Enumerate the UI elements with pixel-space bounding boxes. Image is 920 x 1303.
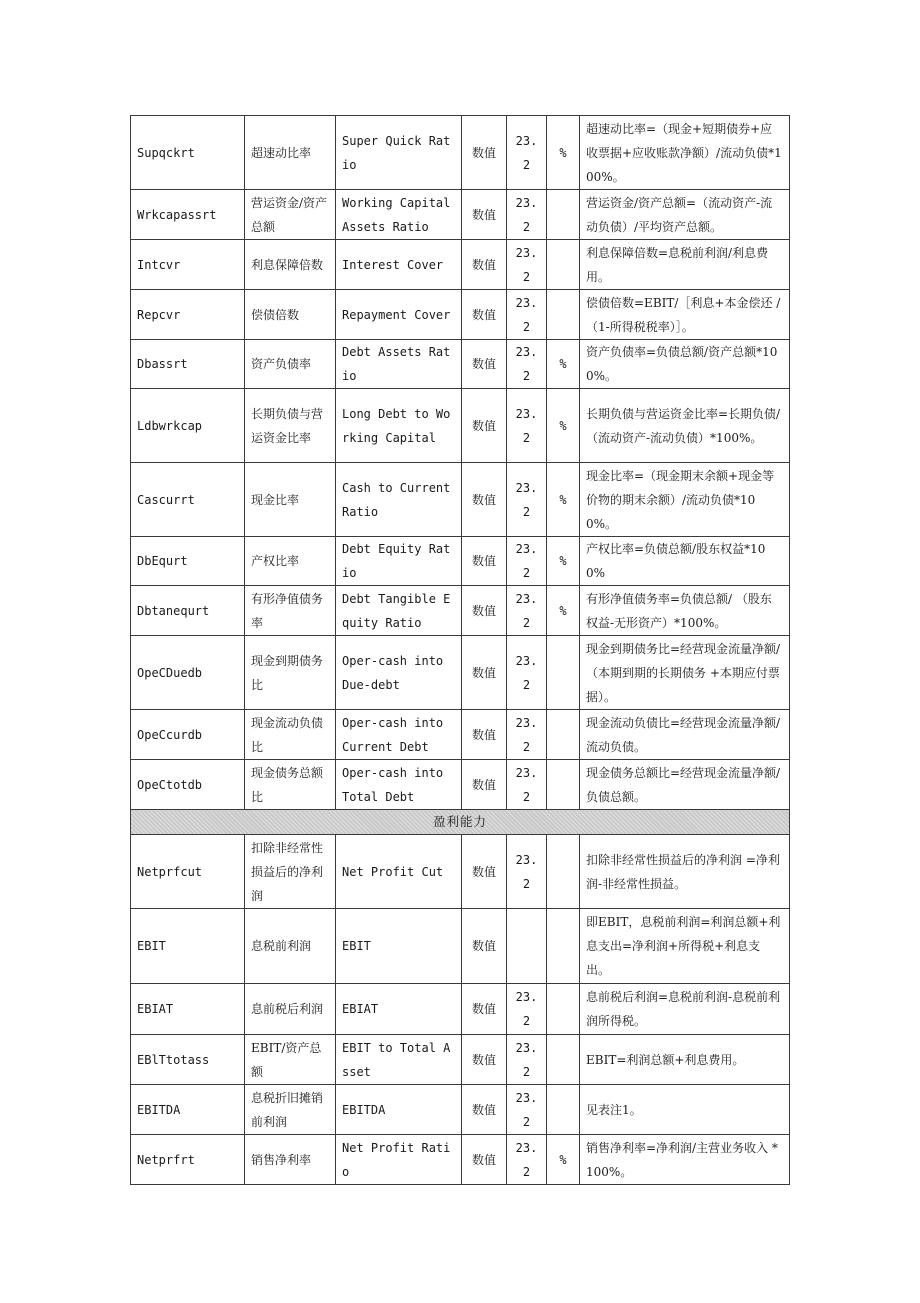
field-length: 23.2 (507, 586, 547, 636)
field-unit: % (547, 340, 580, 389)
field-en-name: Cash to Current Ratio (336, 463, 462, 537)
field-length: 23.2 (507, 710, 547, 760)
field-formula: 销售净利率=净利润/主营业务收入 *100%。 (580, 1135, 790, 1185)
ratio-table (130, 115, 790, 1185)
table-row (131, 290, 790, 340)
field-unit (547, 1035, 580, 1085)
field-unit (547, 760, 580, 810)
field-type: 数值 (462, 389, 507, 463)
field-formula: 现金债务总额比=经营现金流量净额/负债总额。 (580, 760, 790, 810)
field-type: 数值 (462, 909, 507, 984)
field-length: 23.2 (507, 1035, 547, 1085)
field-formula: 息前税后利润=息税前利润-息税前利润所得税。 (580, 984, 790, 1035)
field-length: 23.2 (507, 240, 547, 290)
field-code: Wrkcapassrt (131, 190, 245, 240)
field-code: Cascurrt (131, 463, 245, 537)
field-type: 数值 (462, 340, 507, 389)
field-formula: 即EBIT，息税前利润=利润总额+利息支出=净利润+所得税+利息支出。 (580, 909, 790, 984)
field-code: Ldbwrkcap (131, 389, 245, 463)
field-formula: 超速动比率=（现金+短期债券+应收票据+应收账款净额）/流动负债*100%。 (580, 116, 790, 190)
table-row (131, 760, 790, 810)
field-en-name: Long Debt to Working Capital (336, 389, 462, 463)
field-cn-name: 营运资金/资产总额 (245, 190, 336, 240)
field-length: 23.2 (507, 340, 547, 389)
field-cn-name: 超速动比率 (245, 116, 336, 190)
table-row (131, 463, 790, 537)
field-cn-name: 产权比率 (245, 537, 336, 586)
field-cn-name: EBIT/资产总额 (245, 1035, 336, 1085)
field-code: EBITDA (131, 1085, 245, 1135)
field-cn-name: 息前税后利润 (245, 984, 336, 1035)
section-title: 盈利能力 (131, 810, 790, 835)
field-en-name: EBIAT (336, 984, 462, 1035)
field-type: 数值 (462, 710, 507, 760)
field-en-name: Debt Assets Ratio (336, 340, 462, 389)
field-code: DbEqurt (131, 537, 245, 586)
field-unit: % (547, 586, 580, 636)
table-row (131, 190, 790, 240)
field-code: Repcvr (131, 290, 245, 340)
field-formula: 有形净值债务率=负债总额/ （股东权益-无形资产）*100%。 (580, 586, 790, 636)
field-code: OpeCtotdb (131, 760, 245, 810)
field-unit (547, 710, 580, 760)
field-unit: % (547, 116, 580, 190)
field-cn-name: 现金流动负债比 (245, 710, 336, 760)
field-code: Netprfrt (131, 1135, 245, 1185)
field-en-name: Net Profit Ratio (336, 1135, 462, 1185)
field-en-name: Net Profit Cut (336, 835, 462, 909)
field-type: 数值 (462, 1035, 507, 1085)
field-cn-name: 长期负债与营运资金比率 (245, 389, 336, 463)
field-code: OpeCDuedb (131, 636, 245, 710)
field-type: 数值 (462, 636, 507, 710)
field-unit (547, 909, 580, 984)
table-row (131, 586, 790, 636)
field-type: 数值 (462, 190, 507, 240)
field-unit (547, 1085, 580, 1135)
field-unit (547, 835, 580, 909)
field-length: 23.2 (507, 760, 547, 810)
field-unit (547, 290, 580, 340)
table-row (131, 1035, 790, 1085)
field-formula: 营运资金/资产总额=（流动资产-流动负债）/平均资产总额。 (580, 190, 790, 240)
field-en-name: Working Capital Assets Ratio (336, 190, 462, 240)
field-length: 23.2 (507, 389, 547, 463)
field-formula: 扣除非经常性损益后的净利润 =净利润-非经常性损益。 (580, 835, 790, 909)
table-row (131, 984, 790, 1035)
field-type: 数值 (462, 984, 507, 1035)
field-length: 23.2 (507, 116, 547, 190)
field-formula: 现金到期债务比=经营现金流量净额/ （本期到期的长期债务 +本期应付票据）。 (580, 636, 790, 710)
field-code: EBlTtotass (131, 1035, 245, 1085)
field-cn-name: 资产负债率 (245, 340, 336, 389)
table-row (131, 1135, 790, 1185)
field-length: 23.2 (507, 636, 547, 710)
field-unit: % (547, 1135, 580, 1185)
field-code: Netprfcut (131, 835, 245, 909)
field-formula: 长期负债与营运资金比率=长期负债/ （流动资产-流动负债）*100%。 (580, 389, 790, 463)
field-cn-name: 现金债务总额比 (245, 760, 336, 810)
field-length: 23.2 (507, 835, 547, 909)
field-type: 数值 (462, 290, 507, 340)
field-unit (547, 984, 580, 1035)
field-cn-name: 销售净利率 (245, 1135, 336, 1185)
field-cn-name: 利息保障倍数 (245, 240, 336, 290)
field-code: Dbtanequrt (131, 586, 245, 636)
field-en-name: EBITDA (336, 1085, 462, 1135)
field-length: 23.2 (507, 537, 547, 586)
field-length: 23.2 (507, 1135, 547, 1185)
table-row (131, 240, 790, 290)
field-en-name: Oper-cash into Current Debt (336, 710, 462, 760)
field-cn-name: 有形净值债务率 (245, 586, 336, 636)
field-cn-name: 息税折旧摊销前利润 (245, 1085, 336, 1135)
field-length: 23.2 (507, 290, 547, 340)
field-en-name: Oper-cash into Total Debt (336, 760, 462, 810)
field-type: 数值 (462, 835, 507, 909)
table-row (131, 909, 790, 984)
field-formula: 产权比率=负债总额/股东权益*100% (580, 537, 790, 586)
table-row (131, 1085, 790, 1135)
field-type: 数值 (462, 116, 507, 190)
field-type: 数值 (462, 1085, 507, 1135)
field-type: 数值 (462, 1135, 507, 1185)
field-type: 数值 (462, 240, 507, 290)
section-header-row (131, 810, 790, 835)
field-code: EBIAT (131, 984, 245, 1035)
field-en-name: Interest Cover (336, 240, 462, 290)
field-length (507, 909, 547, 984)
field-cn-name: 扣除非经常性损益后的净利润 (245, 835, 336, 909)
field-cn-name: 息税前利润 (245, 909, 336, 984)
field-cn-name: 现金到期债务比 (245, 636, 336, 710)
field-unit (547, 636, 580, 710)
field-cn-name: 现金比率 (245, 463, 336, 537)
field-length: 23.2 (507, 463, 547, 537)
field-type: 数值 (462, 463, 507, 537)
field-type: 数值 (462, 760, 507, 810)
field-code: Intcvr (131, 240, 245, 290)
table-row (131, 340, 790, 389)
field-code: Dbassrt (131, 340, 245, 389)
field-formula: EBIT=利润总额+利息费用。 (580, 1035, 790, 1085)
field-type: 数值 (462, 537, 507, 586)
field-en-name: EBIT to Total Asset (336, 1035, 462, 1085)
table-row (131, 710, 790, 760)
field-en-name: EBIT (336, 909, 462, 984)
field-unit (547, 240, 580, 290)
field-en-name: Super Quick Ratio (336, 116, 462, 190)
table-row (131, 537, 790, 586)
table-row (131, 116, 790, 190)
field-formula: 偿债倍数=EBIT/［利息+本金偿还 /（1-所得税税率）］。 (580, 290, 790, 340)
field-unit: % (547, 389, 580, 463)
field-cn-name: 偿债倍数 (245, 290, 336, 340)
field-length: 23.2 (507, 190, 547, 240)
field-formula: 见表注1。 (580, 1085, 790, 1135)
field-formula: 现金比率=（现金期末余额+现金等价物的期末余额）/流动负债*100%。 (580, 463, 790, 537)
field-code: Supqckrt (131, 116, 245, 190)
field-unit: % (547, 537, 580, 586)
field-en-name: Debt Equity Ratio (336, 537, 462, 586)
field-length: 23.2 (507, 984, 547, 1035)
field-formula: 资产负债率=负债总额/资产总额*100%。 (580, 340, 790, 389)
field-length: 23.2 (507, 1085, 547, 1135)
field-formula: 现金流动负债比=经营现金流量净额/流动负债。 (580, 710, 790, 760)
field-formula: 利息保障倍数=息税前利润/利息费用。 (580, 240, 790, 290)
field-type: 数值 (462, 586, 507, 636)
field-unit (547, 190, 580, 240)
field-unit: % (547, 463, 580, 537)
field-code: OpeCcurdb (131, 710, 245, 760)
field-en-name: Debt Tangible Equity Ratio (336, 586, 462, 636)
field-code: EBIT (131, 909, 245, 984)
field-en-name: Oper-cash into Due-debt (336, 636, 462, 710)
table-row (131, 636, 790, 710)
field-en-name: Repayment Cover (336, 290, 462, 340)
table-row (131, 835, 790, 909)
table-row (131, 389, 790, 463)
